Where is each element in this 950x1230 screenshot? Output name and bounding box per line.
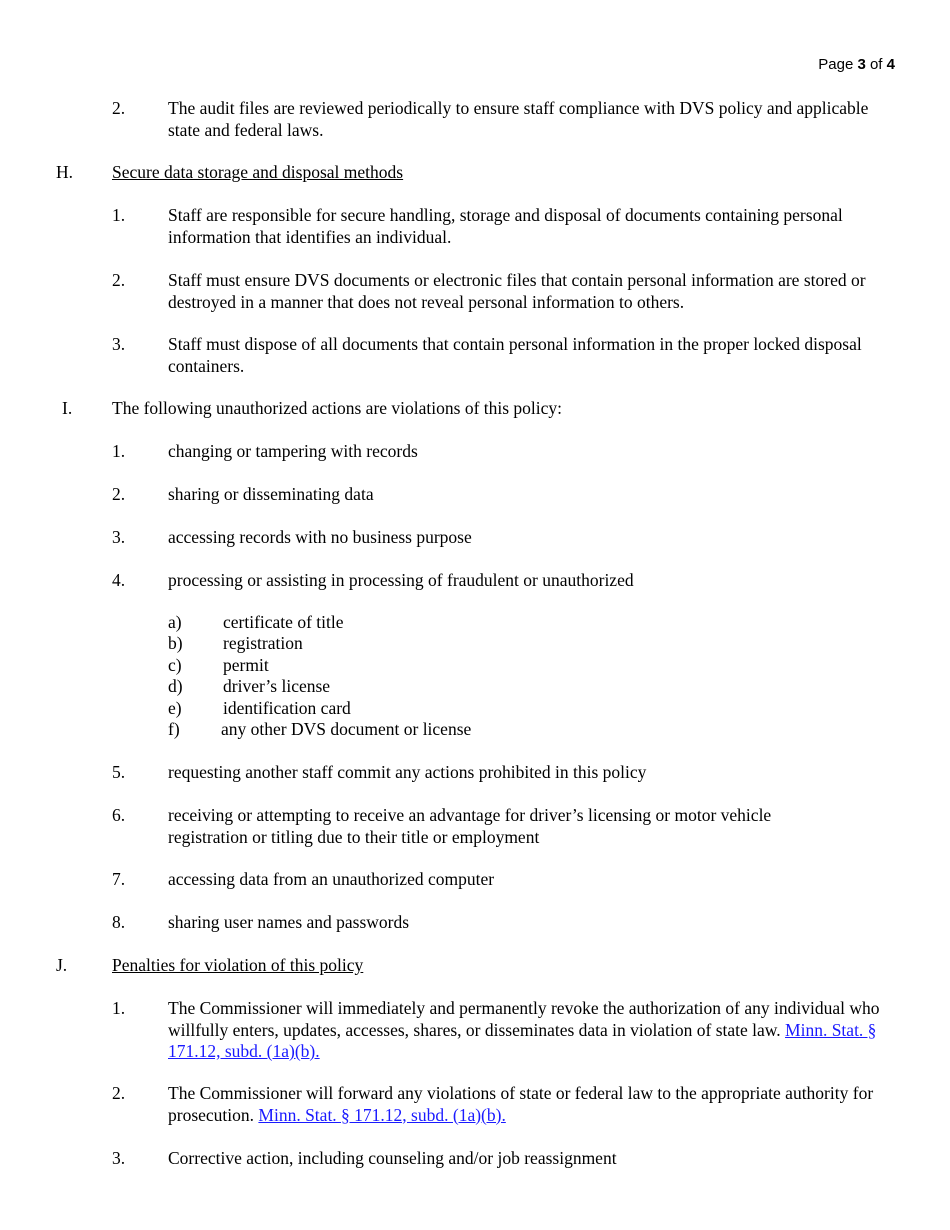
sublist-label: d) [168,676,183,696]
list-item-text: sharing or disseminating data [168,484,374,504]
list-item-body: The Commissioner will forward any violations of state or federal law to the appropriate authority for prosecution. [168,1083,874,1125]
section-heading: The following unauthorized actions are violations of this policy: [112,398,563,418]
list-number: 3. [112,1148,126,1168]
list-item-text [168,1083,903,1126]
list-item-text: accessing records with no business purpose [168,527,472,547]
page-number: Page 3 of 4 [818,56,895,73]
section-letter: J. [56,955,68,975]
list-item-text: changing or tampering with records [168,441,418,461]
list-item-text: accessing data from an unauthorized computer [168,869,495,889]
list-number: 2. [112,270,126,290]
list-item-text [168,998,903,1063]
list-item-text: requesting another staff commit any actions prohibited in this policy [168,762,647,782]
list-number: 5. [112,762,126,782]
list-number: 6. [112,805,126,825]
list-item-text: receiving or attempting to receive an advantage for driver’s licensing or motor vehicle registration or titling due to their title or employment [168,805,772,847]
list-number: 2. [112,1083,126,1103]
sublist-item-text: any other DVS document or license [221,719,472,739]
sublist-label: a) [168,612,182,632]
sublist-label: b) [168,633,183,653]
list-number: 3. [112,334,126,354]
list-number: 3. [112,527,126,547]
list-number: 1. [112,441,126,461]
list-number: 8. [112,912,126,932]
list-item-text: The audit files are reviewed periodically to ensure staff compliance with DVS policy and applicable state and federal laws. [168,98,869,140]
list-number: 1. [112,205,126,225]
list-item-text: Staff must ensure DVS documents or electronic files that contain personal information are stored or destroyed in a manner that does not reveal personal information to others. [168,270,866,312]
section-letter: I. [62,398,73,418]
section-heading: Penalties for violation of this policy [112,955,364,975]
statute-link[interactable]: Minn. Stat. § 171.12, subd. (1a)(b). [168,1019,877,1061]
statute-link[interactable]: Minn. Stat. § 171.12, subd. (1a)(b). [258,1104,506,1125]
list-number: 7. [112,869,126,889]
sublist-item-text: certificate of title [223,612,344,632]
sublist-label: e) [168,698,182,718]
section-heading: Secure data storage and disposal methods [112,162,404,182]
section-letter: H. [56,162,74,182]
list-item-text: Staff are responsible for secure handling, storage and disposal of documents containing personal information that identifies an individual. [168,205,843,247]
list-item-text: Corrective action, including counseling and/or job reassignment [168,1148,617,1168]
list-number: 2. [112,484,126,504]
sublist-item-text: registration [223,633,303,653]
list-item-body: The Commissioner will immediately and permanently revoke the authorization of any individual who willfully enters, updates, accesses, shares, or disseminates data in violation of state law. [168,998,880,1040]
list-number: 1. [112,998,126,1018]
sublist-label: f) [168,719,180,739]
list-number: 2. [112,98,126,118]
sublist-item-text: identification card [223,698,351,718]
sublist-item-text: permit [223,655,269,675]
list-item-text: sharing user names and passwords [168,912,410,932]
list-item-text: processing or assisting in processing of fraudulent or unauthorized [168,570,634,590]
list-number: 4. [112,570,126,590]
sublist-item-text: driver’s license [223,676,331,696]
list-item-text: Staff must dispose of all documents that contain personal information in the proper locked disposal containers. [168,334,862,376]
sublist-label: c) [168,655,182,675]
